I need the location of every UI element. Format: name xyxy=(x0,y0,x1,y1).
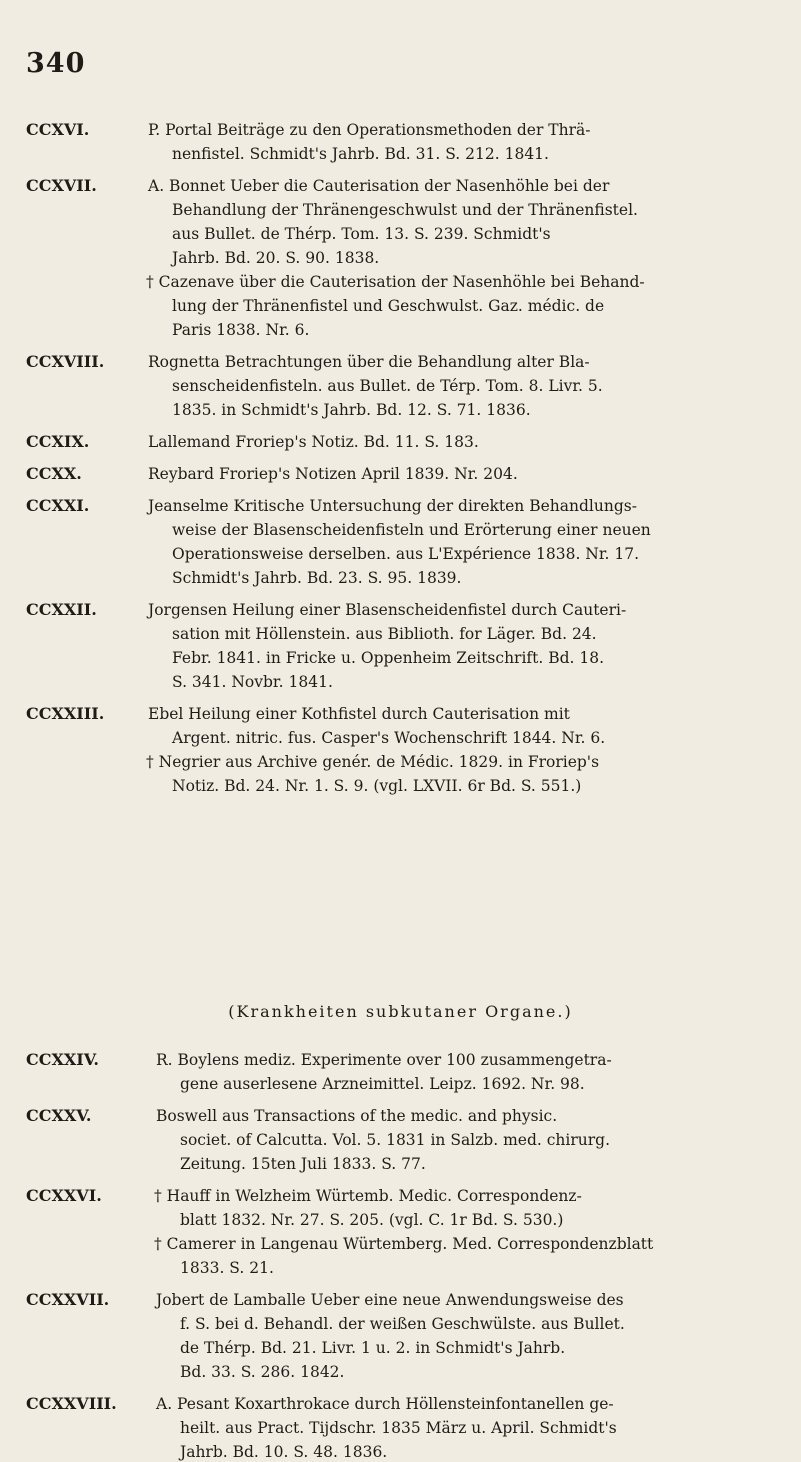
entry-line: Jahrb. Bd. 20. S. 90. 1838. xyxy=(172,249,380,267)
entry-line: nenfistel. Schmidt's Jahrb. Bd. 31. S. 212. 1841. xyxy=(172,145,549,163)
section-heading: (Krankheiten subkutaner Organe.) xyxy=(228,1002,573,1021)
entry-number: CCXXI. xyxy=(26,496,90,515)
entry-number: CCXX. xyxy=(26,464,82,483)
entry-line: Boswell aus Transactions of the medic. and physic. xyxy=(156,1107,558,1125)
entry-number: CCXVII. xyxy=(26,176,97,195)
entry-number: CCXVIII. xyxy=(26,352,105,371)
entry-line: R. Boylens mediz. Experimente over 100 zusammengetra- xyxy=(156,1051,612,1069)
entry-line: S. 341. Novbr. 1841. xyxy=(172,673,333,691)
entry-line: P. Portal Beiträge zu den Operationsmethoden der Thrä- xyxy=(148,121,591,139)
entry-line: † Hauff in Welzheim Würtemb. Medic. Correspondenz- xyxy=(154,1187,582,1205)
entry-number: CCXXVII. xyxy=(26,1290,110,1309)
entry-line: 1835. in Schmidt's Jahrb. Bd. 12. S. 71. 1836. xyxy=(172,401,531,419)
entry-line: aus Bullet. de Thérp. Tom. 13. S. 239. Schmidt's xyxy=(172,225,551,243)
entry-number: CCXXV. xyxy=(26,1106,92,1125)
entry-line: A. Bonnet Ueber die Cauterisation der Nasenhöhle bei der xyxy=(148,177,610,195)
entry-line: † Cazenave über die Cauterisation der Nasenhöhle bei Behand- xyxy=(146,273,645,291)
entry-number: CCXVI. xyxy=(26,120,90,139)
entry-line: Reybard Froriep's Notizen April 1839. Nr. 204. xyxy=(148,465,518,483)
entry-line: Jorgensen Heilung einer Blasenscheidenfistel durch Cauteri- xyxy=(148,601,627,619)
entry-line: † Negrier aus Archive genér. de Médic. 1829. in Froriep's xyxy=(146,753,600,771)
entry-number: CCXIX. xyxy=(26,432,90,451)
entry-line: A. Pesant Koxarthrokace durch Höllensteinfontanellen ge- xyxy=(156,1395,614,1413)
entry-line: Lallemand Froriep's Notiz. Bd. 11. S. 183. xyxy=(148,433,479,451)
entry-line: Zeitung. 15ten Juli 1833. S. 77. xyxy=(180,1155,426,1173)
entry-line: de Thérp. Bd. 21. Livr. 1 u. 2. in Schmidt's Jahrb. xyxy=(180,1339,566,1357)
entry-line: Schmidt's Jahrb. Bd. 23. S. 95. 1839. xyxy=(172,569,462,587)
entry-line: 1833. S. 21. xyxy=(180,1259,274,1277)
entry-line: weise der Blasenscheidenfisteln und Erörterung einer neuen xyxy=(172,521,651,539)
entry-number: CCXXIV. xyxy=(26,1050,99,1069)
entry-line: societ. of Calcutta. Vol. 5. 1831 in Salzb. med. chirurg. xyxy=(180,1131,610,1149)
entry-number: CCXXII. xyxy=(26,600,97,619)
entry-line: sation mit Höllenstein. aus Biblioth. for Läger. Bd. 24. xyxy=(172,625,597,643)
entry-number: CCXXIII. xyxy=(26,704,105,723)
entry-line: Bd. 33. S. 286. 1842. xyxy=(180,1363,345,1381)
entry-line: Paris 1838. Nr. 6. xyxy=(172,321,310,339)
entry-line: Jeanselme Kritische Untersuchung der direkten Behandlungs- xyxy=(148,497,637,515)
entry-line: senscheidenfisteln. aus Bullet. de Térp. Tom. 8. Livr. 5. xyxy=(172,377,603,395)
entry-line: Jahrb. Bd. 10. S. 48. 1836. xyxy=(180,1443,388,1461)
entry-line: Behandlung der Thränengeschwulst und der Thränenfistel. xyxy=(172,201,638,219)
entry-line: Rognetta Betrachtungen über die Behandlung alter Bla- xyxy=(148,353,590,371)
entry-line: Febr. 1841. in Fricke u. Oppenheim Zeitschrift. Bd. 18. xyxy=(172,649,605,667)
entry-line: lung der Thränenfistel und Geschwulst. Gaz. médic. de xyxy=(172,297,605,315)
entry-line: Jobert de Lamballe Ueber eine neue Anwendungsweise des xyxy=(156,1291,624,1309)
entry-number: CCXXVI. xyxy=(26,1186,102,1205)
entry-line: heilt. aus Pract. Tijdschr. 1835 März u. April. Schmidt's xyxy=(180,1419,617,1437)
entry-line: blatt 1832. Nr. 27. S. 205. (vgl. C. 1r Bd. S. 530.) xyxy=(180,1211,564,1229)
entry-line: † Camerer in Langenau Würtemberg. Med. Correspondenzblatt xyxy=(154,1235,654,1253)
entry-line: Notiz. Bd. 24. Nr. 1. S. 9. (vgl. LXVII. 6r Bd. S. 551.) xyxy=(172,777,582,795)
entry-line: gene auserlesene Arzneimittel. Leipz. 1692. Nr. 98. xyxy=(180,1075,585,1093)
entry-line: f. S. bei d. Behandl. der weißen Geschwülste. aus Bullet. xyxy=(180,1315,625,1333)
entry-line: Operationsweise derselben. aus L'Expérience 1838. Nr. 17. xyxy=(172,545,640,563)
entry-line: Ebel Heilung einer Kothfistel durch Cauterisation mit xyxy=(148,705,570,723)
page-number: 340 xyxy=(26,48,86,79)
entry-number: CCXXVIII. xyxy=(26,1394,117,1413)
entry-line: Argent. nitric. fus. Casper's Wochenschrift 1844. Nr. 6. xyxy=(172,729,606,747)
